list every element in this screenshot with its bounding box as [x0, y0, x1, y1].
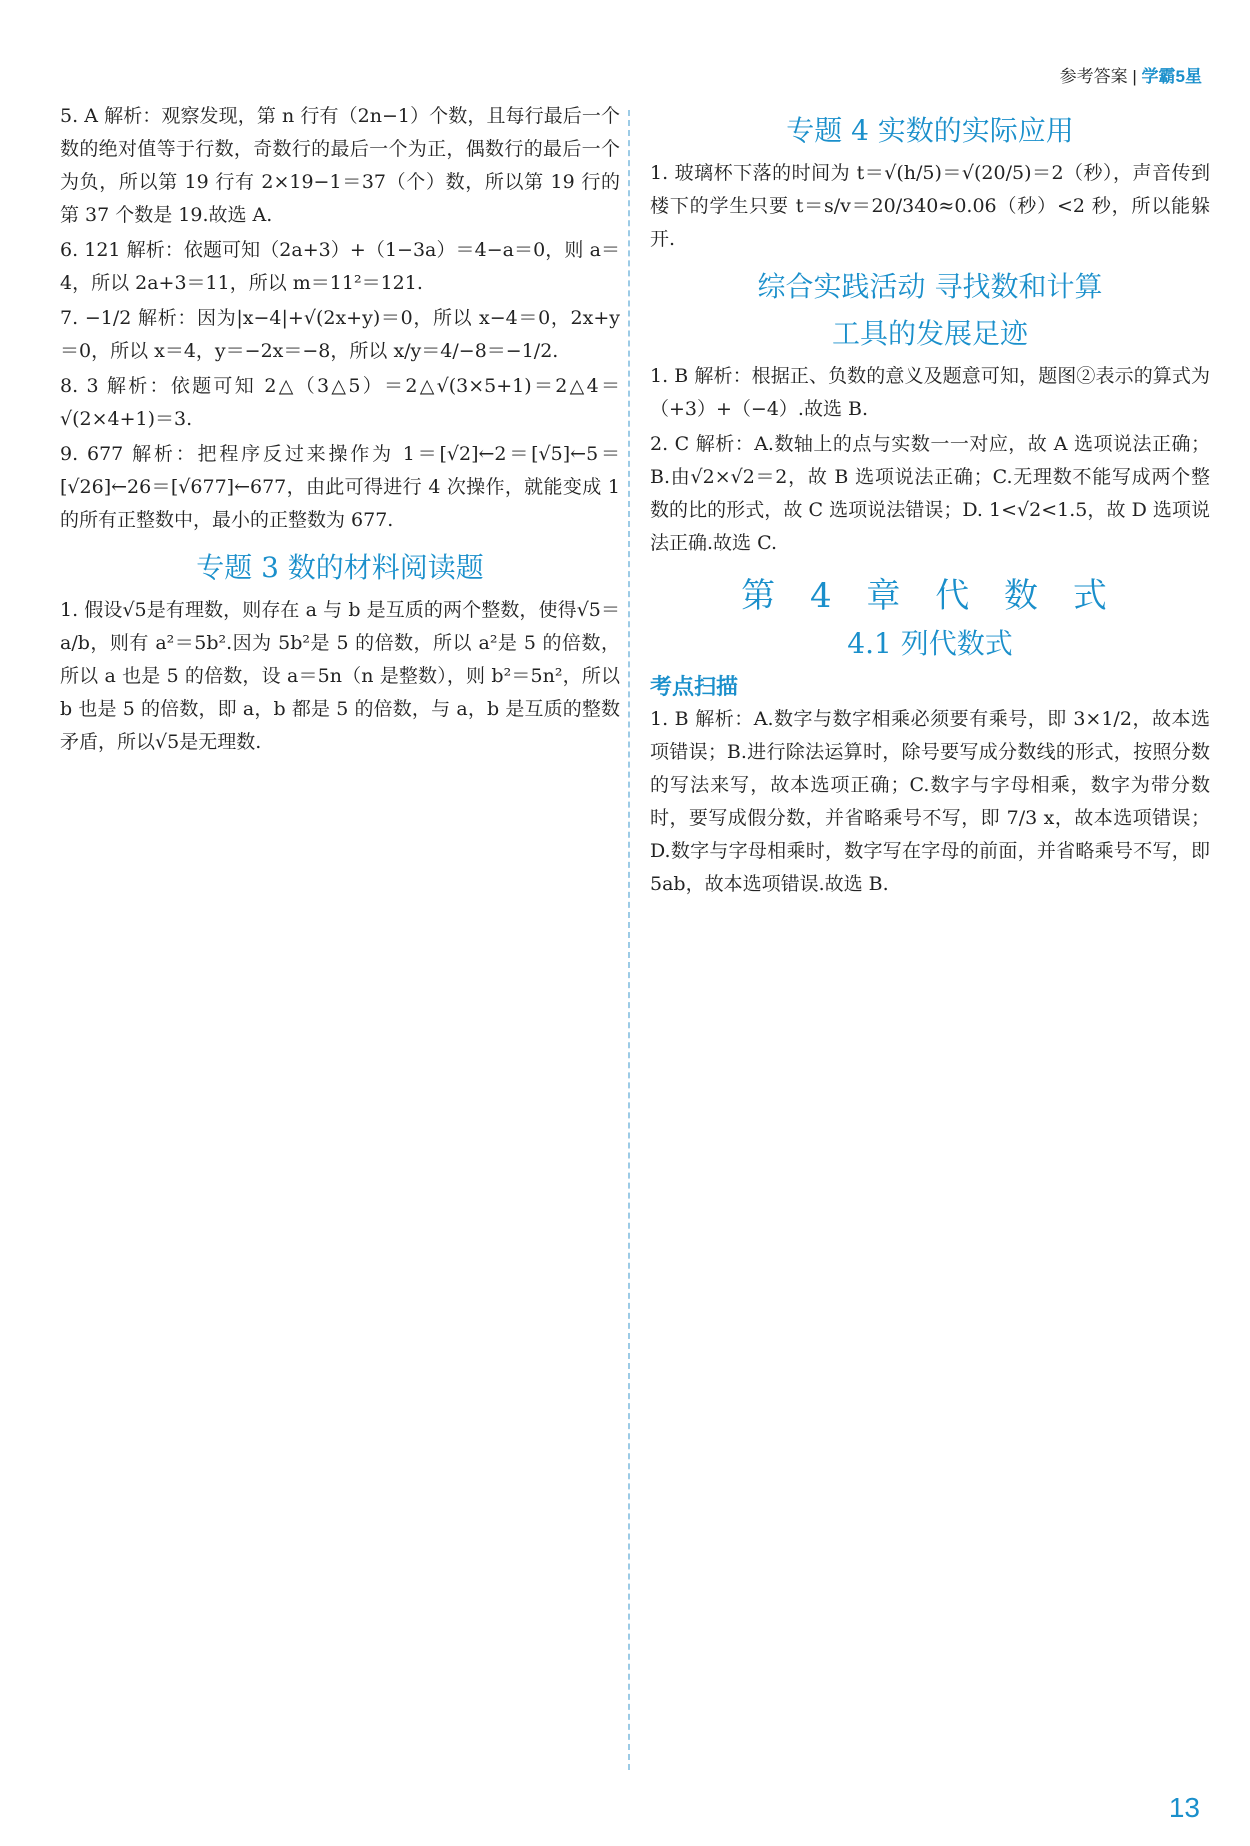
section4-title: 专题 4 实数的实际应用 — [786, 114, 1074, 147]
scan-tag: 考点扫描 — [650, 674, 739, 699]
answer-item: 1. B 解析：A.数字与数字相乘必须要有乘号，即 3×1/2，故本选项错误；B.进行除法运算时，除号要写成分数线的形式，按照分数的写法来写，故本选项正确；C.数字与字母相乘，数字为带分数时，要写成假分数，并省略乘号不写，即 7/3 x，故本选项错误；D.数字与字母相乘时，数字写在字母的前面，并省略乘号不写，即 5ab，故本选项错误.故选 B. — [650, 708, 1210, 895]
section3-title: 专题 3 数的材料阅读题 — [196, 551, 484, 584]
right-column — [650, 100, 1210, 903]
answer-item: 1. 玻璃杯下落的时间为 t＝√(h/5)＝√(20/5)＝2（秒），声音传到楼下的学生只要 t＝s/v＝20/340≈0.06（秒）<2 秒，所以能躲开. — [650, 162, 1210, 250]
practice-title-2: 工具的发展足迹 — [831, 317, 1028, 350]
practice-items — [650, 360, 1210, 560]
answer-item: 7. −1/2 解析：因为|x−4|+√(2x+y)＝0，所以 x−4＝0，2x+y＝0，所以 x＝4，y＝−2x＝−8，所以 x/y＝4/−8＝−1/2. — [60, 307, 620, 362]
section4-items — [650, 157, 1210, 256]
answer-item: 5. A 解析：观察发现，第 n 行有（2n−1）个数，且每行最后一个数的绝对值等于行数，奇数行的最后一个为正，偶数行的最后一个为负，所以第 19 行有 2×19−1＝37（个）数，所以第 19 行的第 37 个数是 19.故选 A. — [60, 105, 620, 226]
header-brand: 学霸5星 — [1141, 67, 1202, 86]
left-column — [60, 100, 620, 761]
answer-item: 9. 677 解析：把程序反过来操作为 1＝[√2]←2＝[√5]←5＝[√26]←26＝[√677]←677，由此可得进行 4 次操作，就能变成 1 的所有正整数中，最小的正整数为 677. — [60, 443, 620, 531]
answer-item: 6. 121 解析：依题可知（2a+3）+（1−3a）＝4−a＝0，则 a＝4，所以 2a+3＝11，所以 m＝11²＝121. — [60, 239, 620, 294]
chapter-title: 第 4 章 代 数 式 — [741, 576, 1119, 616]
practice-title-1: 综合实践活动 寻找数和计算 — [757, 270, 1103, 303]
column-divider — [628, 110, 630, 1770]
answer-item: 1. 假设√5是有理数，则存在 a 与 b 是互质的两个整数，使得√5＝a/b，则有 a²＝5b².因为 5b²是 5 的倍数，所以 a²是 5 的倍数，所以 a 也是 5 的倍数，设 a＝5n（n 是整数），则 b²＝5n²，所以 b 也是 5 的倍数，即 a，b 都是 5 的倍数，与 a，b 是互质的整数矛盾，所以√5是无理数. — [60, 599, 620, 753]
header-label: 参考答案 — [1059, 67, 1128, 86]
section-title: 4.1 列代数式 — [847, 627, 1013, 660]
section3-items — [60, 594, 620, 759]
page-header: 参考答案 | 学霸5星 — [1059, 67, 1202, 86]
answer-item: 8. 3 解析：依题可知 2△（3△5）＝2△√(3×5+1)＝2△4＝√(2×4+1)＝3. — [60, 375, 620, 430]
scan-items — [650, 703, 1210, 901]
left-items — [60, 100, 620, 537]
answer-item: 2. C 解析：A.数轴上的点与实数一一对应，故 A 选项说法正确；B.由√2×√2＝2，故 B 选项说法正确；C.无理数不能写成两个整数的比的形式，故 C 选项说法错误；D. 1<√2<1.5，故 D 选项说法正确.故选 C. — [650, 433, 1210, 554]
page-number: 13 — [1168, 1792, 1200, 1823]
answer-item: 1. B 解析：根据正、负数的意义及题意可知，题图②表示的算式为（+3）+（−4）.故选 B. — [650, 365, 1210, 420]
